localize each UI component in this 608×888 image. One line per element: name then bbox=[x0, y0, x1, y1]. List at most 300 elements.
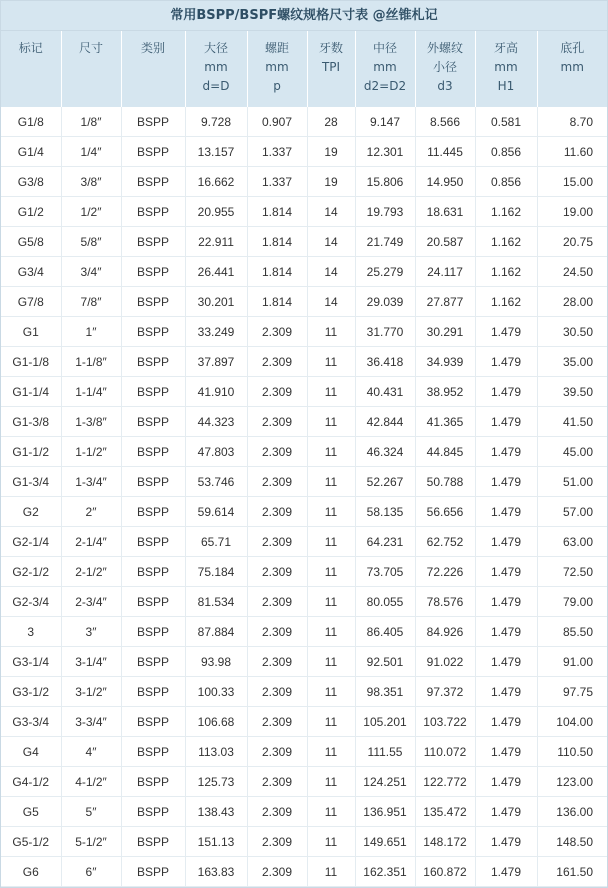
col-type-cell: BSPP bbox=[121, 197, 185, 227]
col-size-cell: 2″ bbox=[61, 497, 121, 527]
col-pitch-cell: 2.309 bbox=[247, 647, 307, 677]
col-pitch-cell: 2.309 bbox=[247, 617, 307, 647]
col-major-diameter-cell: 47.803 bbox=[185, 437, 247, 467]
col-thread-height-cell: 1.479 bbox=[475, 437, 537, 467]
header-line: 牙高 bbox=[493, 41, 518, 55]
col-minor-diameter-cell: 18.631 bbox=[415, 197, 475, 227]
col-pitch-cell: 2.309 bbox=[247, 707, 307, 737]
table-row bbox=[1, 437, 607, 467]
col-minor-diameter-cell: 38.952 bbox=[415, 377, 475, 407]
col-size-cell: 3-1/2″ bbox=[61, 677, 121, 707]
col-type-cell: BSPP bbox=[121, 677, 185, 707]
col-tpi-cell: 14 bbox=[307, 197, 355, 227]
table-row bbox=[1, 557, 607, 587]
col-tap-drill-header bbox=[537, 31, 607, 107]
col-major-diameter-cell: 37.897 bbox=[185, 347, 247, 377]
table-row bbox=[1, 137, 607, 167]
col-type-cell: BSPP bbox=[121, 107, 185, 137]
col-pitch-diameter-cell: 25.279 bbox=[355, 257, 415, 287]
col-minor-diameter-cell: 122.772 bbox=[415, 767, 475, 797]
col-minor-diameter-cell: 41.365 bbox=[415, 407, 475, 437]
col-pitch-diameter-cell: 73.705 bbox=[355, 557, 415, 587]
col-mark-cell: G3/4 bbox=[1, 257, 61, 287]
col-pitch-diameter-cell: 64.231 bbox=[355, 527, 415, 557]
col-minor-diameter-cell: 24.117 bbox=[415, 257, 475, 287]
col-thread-height-cell: 1.479 bbox=[475, 857, 537, 887]
col-minor-diameter-cell: 110.072 bbox=[415, 737, 475, 767]
table-row bbox=[1, 857, 607, 887]
col-tap-drill-cell: 148.50 bbox=[537, 827, 607, 857]
col-tap-drill-cell: 41.50 bbox=[537, 407, 607, 437]
col-mark-cell: G1/2 bbox=[1, 197, 61, 227]
col-pitch-diameter-cell: 31.770 bbox=[355, 317, 415, 347]
col-tap-drill-cell: 97.75 bbox=[537, 677, 607, 707]
col-size-cell: 1-1/2″ bbox=[61, 437, 121, 467]
col-tpi-cell: 19 bbox=[307, 137, 355, 167]
col-pitch-cell: 2.309 bbox=[247, 467, 307, 497]
col-mark-cell: G2 bbox=[1, 497, 61, 527]
col-pitch-diameter-cell: 105.201 bbox=[355, 707, 415, 737]
col-major-diameter-cell: 41.910 bbox=[185, 377, 247, 407]
col-mark-cell: G3-1/4 bbox=[1, 647, 61, 677]
col-pitch-cell: 1.337 bbox=[247, 137, 307, 167]
col-major-diameter-cell: 22.911 bbox=[185, 227, 247, 257]
col-major-diameter-cell: 44.323 bbox=[185, 407, 247, 437]
col-mark-cell: G1-3/4 bbox=[1, 467, 61, 497]
col-type-cell: BSPP bbox=[121, 227, 185, 257]
col-tap-drill-cell: 136.00 bbox=[537, 797, 607, 827]
col-pitch-cell: 2.309 bbox=[247, 437, 307, 467]
col-minor-diameter-cell: 11.445 bbox=[415, 137, 475, 167]
col-tap-drill-cell: 123.00 bbox=[537, 767, 607, 797]
col-major-diameter-cell: 106.68 bbox=[185, 707, 247, 737]
col-minor-diameter-cell: 20.587 bbox=[415, 227, 475, 257]
col-thread-height-cell: 1.479 bbox=[475, 347, 537, 377]
col-tap-drill-cell: 39.50 bbox=[537, 377, 607, 407]
col-thread-height-cell: 1.162 bbox=[475, 257, 537, 287]
col-size-cell: 2-1/4″ bbox=[61, 527, 121, 557]
col-size-cell: 5/8″ bbox=[61, 227, 121, 257]
col-tap-drill-cell: 15.00 bbox=[537, 167, 607, 197]
col-type-cell: BSPP bbox=[121, 557, 185, 587]
col-type-cell: BSPP bbox=[121, 287, 185, 317]
col-pitch-cell: 2.309 bbox=[247, 827, 307, 857]
header-line: 外螺纹 bbox=[426, 41, 463, 55]
col-mark-header bbox=[1, 31, 61, 107]
header-line: p bbox=[273, 79, 281, 93]
col-tap-drill-cell: 63.00 bbox=[537, 527, 607, 557]
header-line: 中径 bbox=[372, 41, 397, 55]
col-size-cell: 1-1/8″ bbox=[61, 347, 121, 377]
col-tpi-cell: 11 bbox=[307, 527, 355, 557]
col-thread-height-cell: 1.479 bbox=[475, 407, 537, 437]
col-minor-diameter-cell: 34.939 bbox=[415, 347, 475, 377]
thread-spec-table bbox=[1, 31, 607, 887]
col-pitch-cell: 1.814 bbox=[247, 197, 307, 227]
col-mark-cell: G1-1/8 bbox=[1, 347, 61, 377]
col-thread-height-cell: 1.479 bbox=[475, 737, 537, 767]
col-tap-drill-cell: 85.50 bbox=[537, 617, 607, 647]
col-major-diameter-cell: 100.33 bbox=[185, 677, 247, 707]
col-mark-cell: G5 bbox=[1, 797, 61, 827]
col-tpi-cell: 19 bbox=[307, 167, 355, 197]
col-size-cell: 5″ bbox=[61, 797, 121, 827]
col-type-cell: BSPP bbox=[121, 797, 185, 827]
col-mark-cell: G7/8 bbox=[1, 287, 61, 317]
col-major-diameter-cell: 26.441 bbox=[185, 257, 247, 287]
col-major-diameter-cell: 13.157 bbox=[185, 137, 247, 167]
col-size-cell: 2-1/2″ bbox=[61, 557, 121, 587]
col-type-cell: BSPP bbox=[121, 827, 185, 857]
col-tap-drill-cell: 110.50 bbox=[537, 737, 607, 767]
col-thread-height-cell: 1.479 bbox=[475, 317, 537, 347]
col-major-diameter-cell: 30.201 bbox=[185, 287, 247, 317]
col-thread-height-cell: 1.479 bbox=[475, 797, 537, 827]
col-size-cell: 6″ bbox=[61, 857, 121, 887]
col-major-diameter-cell: 151.13 bbox=[185, 827, 247, 857]
col-pitch-cell: 2.309 bbox=[247, 767, 307, 797]
col-type-cell: BSPP bbox=[121, 617, 185, 647]
col-minor-diameter-cell: 14.950 bbox=[415, 167, 475, 197]
col-tpi-cell: 11 bbox=[307, 677, 355, 707]
col-pitch-cell: 2.309 bbox=[247, 587, 307, 617]
col-tpi-cell: 11 bbox=[307, 317, 355, 347]
col-tap-drill-cell: 19.00 bbox=[537, 197, 607, 227]
col-type-cell: BSPP bbox=[121, 437, 185, 467]
col-size-cell: 4″ bbox=[61, 737, 121, 767]
col-mark-cell: G3-3/4 bbox=[1, 707, 61, 737]
table-row bbox=[1, 617, 607, 647]
col-pitch-diameter-cell: 80.055 bbox=[355, 587, 415, 617]
col-pitch-diameter-cell: 136.951 bbox=[355, 797, 415, 827]
col-type-cell: BSPP bbox=[121, 257, 185, 287]
col-minor-diameter-cell: 30.291 bbox=[415, 317, 475, 347]
col-size-cell: 3/4″ bbox=[61, 257, 121, 287]
header-line: 尺寸 bbox=[78, 41, 103, 55]
col-tap-drill-cell: 20.75 bbox=[537, 227, 607, 257]
col-tpi-cell: 11 bbox=[307, 617, 355, 647]
col-thread-height-cell: 1.479 bbox=[475, 617, 537, 647]
col-major-diameter-cell: 138.43 bbox=[185, 797, 247, 827]
col-type-cell: BSPP bbox=[121, 377, 185, 407]
col-minor-diameter-cell: 148.172 bbox=[415, 827, 475, 857]
col-type-cell: BSPP bbox=[121, 497, 185, 527]
col-mark-cell: G4 bbox=[1, 737, 61, 767]
col-pitch-cell: 2.309 bbox=[247, 527, 307, 557]
col-pitch-header bbox=[247, 31, 307, 107]
col-thread-height-cell: 1.479 bbox=[475, 587, 537, 617]
col-thread-height-cell: 1.479 bbox=[475, 467, 537, 497]
col-mark-cell: G3/8 bbox=[1, 167, 61, 197]
col-minor-diameter-cell: 91.022 bbox=[415, 647, 475, 677]
col-tpi-cell: 11 bbox=[307, 827, 355, 857]
table-row bbox=[1, 677, 607, 707]
col-minor-diameter-cell: 160.872 bbox=[415, 857, 475, 887]
col-mark-cell: G4-1/2 bbox=[1, 767, 61, 797]
col-pitch-cell: 1.814 bbox=[247, 227, 307, 257]
col-pitch-diameter-header bbox=[355, 31, 415, 107]
col-tpi-cell: 11 bbox=[307, 497, 355, 527]
col-tap-drill-cell: 91.00 bbox=[537, 647, 607, 677]
col-thread-height-header bbox=[475, 31, 537, 107]
col-pitch-cell: 2.309 bbox=[247, 857, 307, 887]
col-thread-height-cell: 1.479 bbox=[475, 677, 537, 707]
col-type-cell: BSPP bbox=[121, 587, 185, 617]
table-row bbox=[1, 797, 607, 827]
col-pitch-cell: 2.309 bbox=[247, 557, 307, 587]
col-pitch-diameter-cell: 36.418 bbox=[355, 347, 415, 377]
col-minor-diameter-cell: 27.877 bbox=[415, 287, 475, 317]
col-major-diameter-header bbox=[185, 31, 247, 107]
col-type-cell: BSPP bbox=[121, 347, 185, 377]
header-line: 底孔 bbox=[560, 41, 585, 55]
col-mark-cell: G2-1/4 bbox=[1, 527, 61, 557]
table-header-row bbox=[1, 31, 607, 107]
col-size-cell: 5-1/2″ bbox=[61, 827, 121, 857]
col-major-diameter-cell: 113.03 bbox=[185, 737, 247, 767]
col-tpi-cell: 11 bbox=[307, 347, 355, 377]
col-type-cell: BSPP bbox=[121, 707, 185, 737]
table-title: 常用BSPP/BSPF螺纹规格尺寸表 @丝锥札记 bbox=[1, 0, 607, 31]
col-mark-cell: G3-1/2 bbox=[1, 677, 61, 707]
col-tap-drill-cell: 72.50 bbox=[537, 557, 607, 587]
table-row bbox=[1, 647, 607, 677]
col-minor-diameter-cell: 135.472 bbox=[415, 797, 475, 827]
col-size-cell: 1″ bbox=[61, 317, 121, 347]
col-size-cell: 3″ bbox=[61, 617, 121, 647]
col-pitch-diameter-cell: 29.039 bbox=[355, 287, 415, 317]
col-tpi-cell: 11 bbox=[307, 707, 355, 737]
col-pitch-diameter-cell: 9.147 bbox=[355, 107, 415, 137]
col-tpi-cell: 11 bbox=[307, 377, 355, 407]
col-thread-height-cell: 1.479 bbox=[475, 707, 537, 737]
col-minor-diameter-cell: 50.788 bbox=[415, 467, 475, 497]
col-major-diameter-cell: 93.98 bbox=[185, 647, 247, 677]
col-thread-height-cell: 1.479 bbox=[475, 647, 537, 677]
col-thread-height-cell: 1.479 bbox=[475, 827, 537, 857]
col-size-cell: 3/8″ bbox=[61, 167, 121, 197]
col-pitch-cell: 2.309 bbox=[247, 347, 307, 377]
col-type-cell: BSPP bbox=[121, 137, 185, 167]
col-major-diameter-cell: 20.955 bbox=[185, 197, 247, 227]
table-row bbox=[1, 377, 607, 407]
col-pitch-diameter-cell: 40.431 bbox=[355, 377, 415, 407]
col-type-cell: BSPP bbox=[121, 407, 185, 437]
col-major-diameter-cell: 33.249 bbox=[185, 317, 247, 347]
col-size-cell: 1/4″ bbox=[61, 137, 121, 167]
col-mark-cell: G1-3/8 bbox=[1, 407, 61, 437]
table-row bbox=[1, 467, 607, 497]
col-tpi-cell: 11 bbox=[307, 797, 355, 827]
col-pitch-cell: 2.309 bbox=[247, 797, 307, 827]
col-pitch-diameter-cell: 12.301 bbox=[355, 137, 415, 167]
col-mark-cell: G2-1/2 bbox=[1, 557, 61, 587]
col-minor-diameter-cell: 56.656 bbox=[415, 497, 475, 527]
table-row bbox=[1, 317, 607, 347]
col-size-cell: 1-3/4″ bbox=[61, 467, 121, 497]
header-line: mm bbox=[373, 60, 397, 74]
col-tpi-cell: 14 bbox=[307, 257, 355, 287]
header-line: 标记 bbox=[18, 41, 43, 55]
col-pitch-cell: 2.309 bbox=[247, 407, 307, 437]
table-row bbox=[1, 167, 607, 197]
col-pitch-diameter-cell: 42.844 bbox=[355, 407, 415, 437]
header-line: d3 bbox=[437, 79, 453, 93]
col-pitch-diameter-cell: 21.749 bbox=[355, 227, 415, 257]
col-tpi-cell: 11 bbox=[307, 407, 355, 437]
col-tap-drill-cell: 57.00 bbox=[537, 497, 607, 527]
col-thread-height-cell: 0.581 bbox=[475, 107, 537, 137]
table-row bbox=[1, 827, 607, 857]
header-line: 牙数 bbox=[318, 41, 343, 55]
col-type-cell: BSPP bbox=[121, 857, 185, 887]
table-row bbox=[1, 197, 607, 227]
col-pitch-diameter-cell: 162.351 bbox=[355, 857, 415, 887]
col-size-cell: 3-1/4″ bbox=[61, 647, 121, 677]
header-line: mm bbox=[204, 60, 228, 74]
col-tpi-cell: 11 bbox=[307, 737, 355, 767]
table-row bbox=[1, 287, 607, 317]
col-type-cell: BSPP bbox=[121, 527, 185, 557]
col-tap-drill-cell: 51.00 bbox=[537, 467, 607, 497]
table-body bbox=[1, 107, 607, 887]
col-tap-drill-cell: 28.00 bbox=[537, 287, 607, 317]
col-tpi-cell: 11 bbox=[307, 467, 355, 497]
header-line: 类别 bbox=[140, 41, 165, 55]
col-tap-drill-cell: 35.00 bbox=[537, 347, 607, 377]
table-row bbox=[1, 347, 607, 377]
col-type-header bbox=[121, 31, 185, 107]
col-minor-diameter-header bbox=[415, 31, 475, 107]
table-row bbox=[1, 107, 607, 137]
col-size-cell: 1/8″ bbox=[61, 107, 121, 137]
table-row bbox=[1, 527, 607, 557]
col-minor-diameter-cell: 84.926 bbox=[415, 617, 475, 647]
col-mark-cell: G5/8 bbox=[1, 227, 61, 257]
col-tap-drill-cell: 45.00 bbox=[537, 437, 607, 467]
col-tpi-cell: 11 bbox=[307, 647, 355, 677]
col-major-diameter-cell: 81.534 bbox=[185, 587, 247, 617]
header-line: mm bbox=[494, 60, 518, 74]
col-type-cell: BSPP bbox=[121, 737, 185, 767]
table-row bbox=[1, 587, 607, 617]
col-pitch-diameter-cell: 149.651 bbox=[355, 827, 415, 857]
col-tpi-cell: 11 bbox=[307, 857, 355, 887]
col-tap-drill-cell: 104.00 bbox=[537, 707, 607, 737]
col-mark-cell: 3 bbox=[1, 617, 61, 647]
col-mark-cell: G1/4 bbox=[1, 137, 61, 167]
header-line: mm bbox=[265, 60, 289, 74]
col-tap-drill-cell: 11.60 bbox=[537, 137, 607, 167]
table-row bbox=[1, 407, 607, 437]
col-thread-height-cell: 1.162 bbox=[475, 197, 537, 227]
header-line: d2=D2 bbox=[363, 79, 407, 93]
col-pitch-diameter-cell: 98.351 bbox=[355, 677, 415, 707]
col-tpi-cell: 11 bbox=[307, 767, 355, 797]
col-pitch-cell: 2.309 bbox=[247, 377, 307, 407]
col-thread-height-cell: 1.479 bbox=[475, 497, 537, 527]
col-tpi-cell: 28 bbox=[307, 107, 355, 137]
col-minor-diameter-cell: 44.845 bbox=[415, 437, 475, 467]
col-pitch-cell: 2.309 bbox=[247, 497, 307, 527]
col-pitch-cell: 0.907 bbox=[247, 107, 307, 137]
header-line: mm bbox=[560, 60, 584, 74]
col-thread-height-cell: 1.479 bbox=[475, 557, 537, 587]
header-line: H1 bbox=[497, 79, 515, 93]
col-mark-cell: G1 bbox=[1, 317, 61, 347]
col-tap-drill-cell: 161.50 bbox=[537, 857, 607, 887]
col-major-diameter-cell: 59.614 bbox=[185, 497, 247, 527]
header-line: 小径 bbox=[432, 60, 457, 74]
col-minor-diameter-cell: 97.372 bbox=[415, 677, 475, 707]
col-size-header bbox=[61, 31, 121, 107]
col-major-diameter-cell: 125.73 bbox=[185, 767, 247, 797]
col-size-cell: 1/2″ bbox=[61, 197, 121, 227]
col-major-diameter-cell: 16.662 bbox=[185, 167, 247, 197]
col-mark-cell: G1/8 bbox=[1, 107, 61, 137]
col-major-diameter-cell: 87.884 bbox=[185, 617, 247, 647]
col-minor-diameter-cell: 8.566 bbox=[415, 107, 475, 137]
col-size-cell: 1-1/4″ bbox=[61, 377, 121, 407]
col-major-diameter-cell: 9.728 bbox=[185, 107, 247, 137]
col-pitch-cell: 2.309 bbox=[247, 737, 307, 767]
col-type-cell: BSPP bbox=[121, 767, 185, 797]
col-tap-drill-cell: 79.00 bbox=[537, 587, 607, 617]
col-thread-height-cell: 0.856 bbox=[475, 167, 537, 197]
col-tpi-cell: 14 bbox=[307, 287, 355, 317]
col-tpi-header bbox=[307, 31, 355, 107]
col-tpi-cell: 11 bbox=[307, 587, 355, 617]
col-pitch-cell: 1.814 bbox=[247, 287, 307, 317]
col-minor-diameter-cell: 62.752 bbox=[415, 527, 475, 557]
col-size-cell: 1-3/8″ bbox=[61, 407, 121, 437]
col-pitch-diameter-cell: 19.793 bbox=[355, 197, 415, 227]
col-pitch-diameter-cell: 58.135 bbox=[355, 497, 415, 527]
header-line: 螺距 bbox=[264, 41, 289, 55]
col-tpi-cell: 11 bbox=[307, 557, 355, 587]
col-tpi-cell: 14 bbox=[307, 227, 355, 257]
col-pitch-cell: 2.309 bbox=[247, 317, 307, 347]
col-major-diameter-cell: 163.83 bbox=[185, 857, 247, 887]
col-type-cell: BSPP bbox=[121, 467, 185, 497]
col-pitch-diameter-cell: 46.324 bbox=[355, 437, 415, 467]
header-line: d=D bbox=[202, 79, 230, 93]
col-minor-diameter-cell: 103.722 bbox=[415, 707, 475, 737]
table-row bbox=[1, 707, 607, 737]
col-size-cell: 2-3/4″ bbox=[61, 587, 121, 617]
table-row bbox=[1, 257, 607, 287]
col-size-cell: 4-1/2″ bbox=[61, 767, 121, 797]
col-tpi-cell: 11 bbox=[307, 437, 355, 467]
table-row bbox=[1, 497, 607, 527]
col-type-cell: BSPP bbox=[121, 647, 185, 677]
col-mark-cell: G6 bbox=[1, 857, 61, 887]
col-mark-cell: G1-1/4 bbox=[1, 377, 61, 407]
col-tap-drill-cell: 8.70 bbox=[537, 107, 607, 137]
col-thread-height-cell: 1.479 bbox=[475, 767, 537, 797]
col-minor-diameter-cell: 78.576 bbox=[415, 587, 475, 617]
col-major-diameter-cell: 53.746 bbox=[185, 467, 247, 497]
col-pitch-diameter-cell: 111.55 bbox=[355, 737, 415, 767]
col-pitch-cell: 1.337 bbox=[247, 167, 307, 197]
header-line: TPI bbox=[321, 60, 341, 74]
col-thread-height-cell: 0.856 bbox=[475, 137, 537, 167]
col-pitch-diameter-cell: 52.267 bbox=[355, 467, 415, 497]
col-thread-height-cell: 1.162 bbox=[475, 287, 537, 317]
col-mark-cell: G2-3/4 bbox=[1, 587, 61, 617]
col-thread-height-cell: 1.479 bbox=[475, 527, 537, 557]
col-size-cell: 7/8″ bbox=[61, 287, 121, 317]
